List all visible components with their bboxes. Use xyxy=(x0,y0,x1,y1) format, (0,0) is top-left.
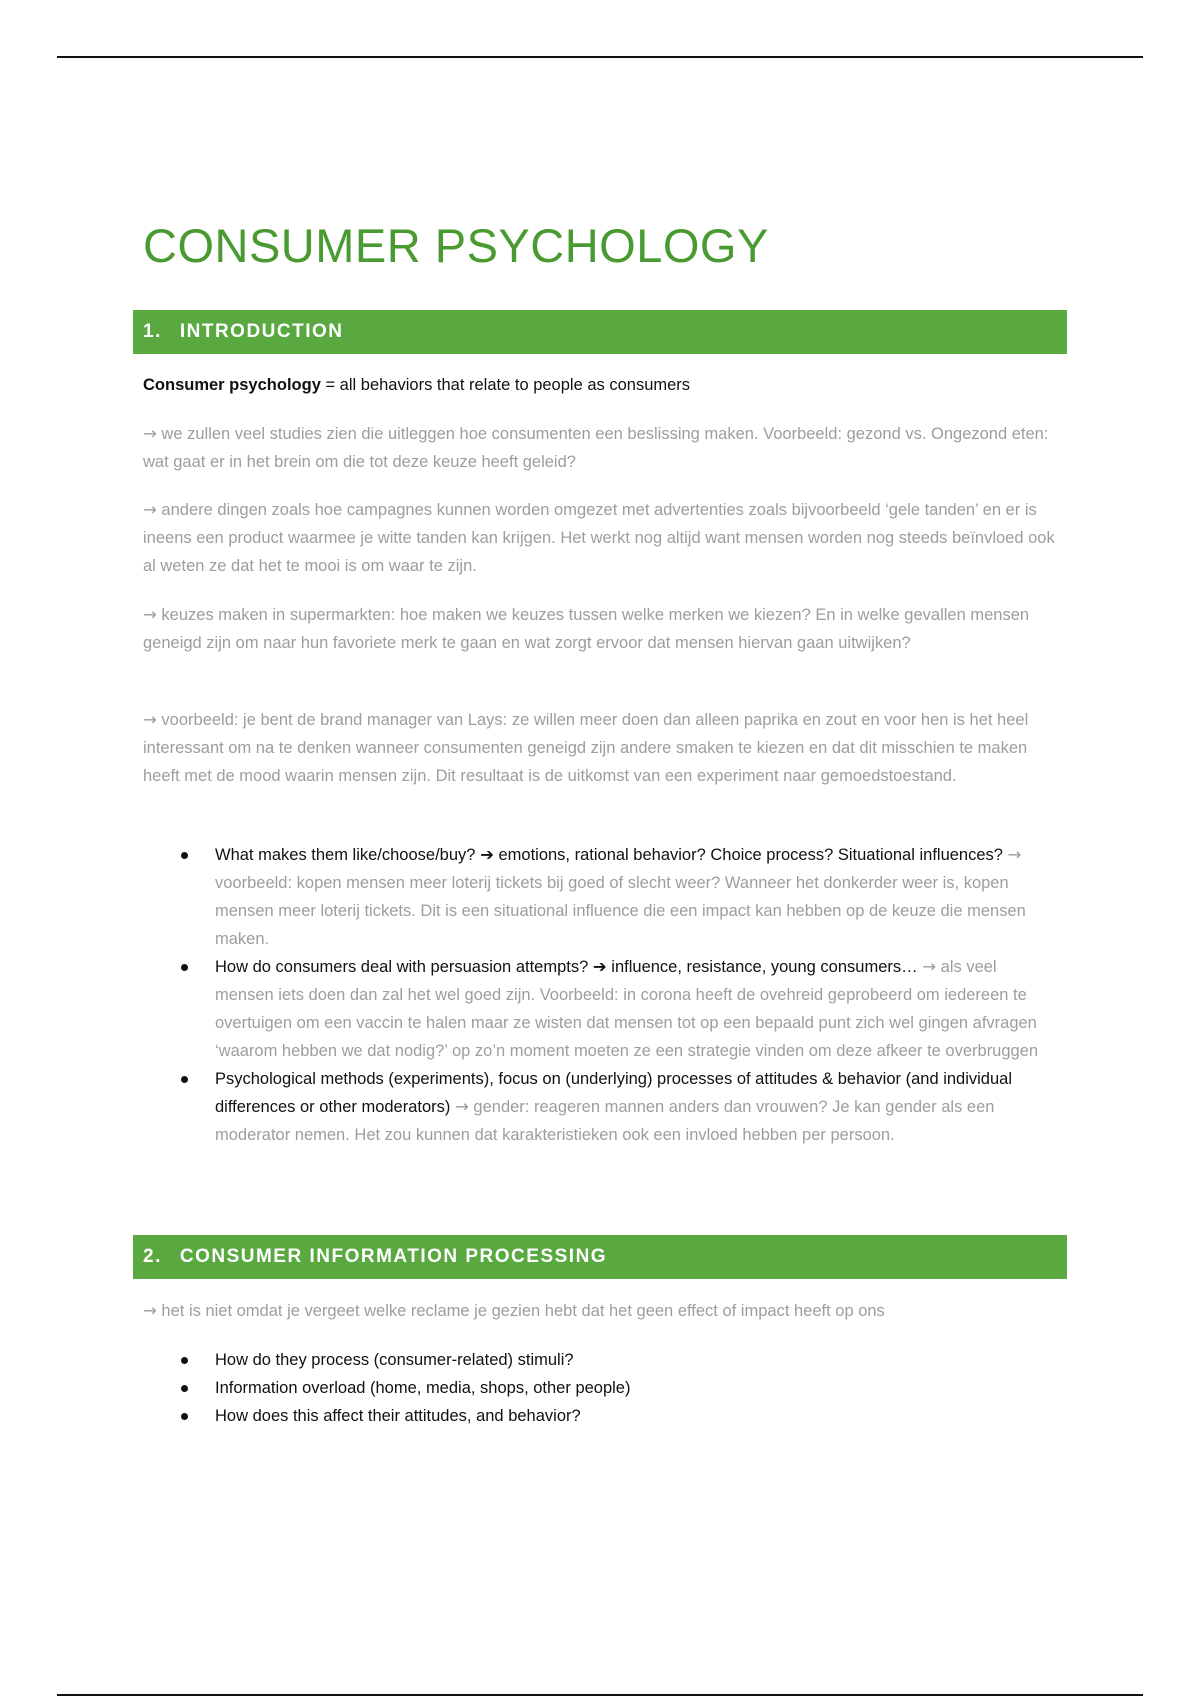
bold-arrow-icon: ➔ xyxy=(592,957,607,976)
bullet-note-text: voorbeeld: kopen mensen meer loterij tickets bij goed of slecht weer? Wanneer het donkerder weer is, kopen mensen meer loterij tickets. Dit is een situational influence die een impact kan hebben op de keuze die mensen maken. xyxy=(215,874,1026,948)
bullet-main-text: Psychological methods (experiments), focus on (underlying) processes of attitudes & behavior (and individual differences or other moderators) xyxy=(215,1070,1012,1116)
arrow-icon: → xyxy=(143,1301,157,1320)
bullet-note-text: gender: reageren mannen anders dan vrouwen? Je kan gender als een moderator nemen. Het zou kunnen dat karakteristieken ook een invloed hebben per persoon. xyxy=(215,1098,995,1144)
definition-text: = all behaviors that relate to people as consumers xyxy=(320,376,691,394)
section-heading-consumer-information-processing xyxy=(133,1235,1067,1279)
list-item xyxy=(143,953,1055,1065)
top-rule xyxy=(57,56,1143,58)
note-paragraph xyxy=(143,601,1055,657)
definition-term: Consumer psychology xyxy=(143,376,321,394)
intro-bullet-list xyxy=(143,841,1055,1149)
note-paragraph xyxy=(143,1297,1055,1325)
section-number: 2. xyxy=(143,1246,162,1267)
bullet-main-text: How do consumers deal with persuasion attempts? xyxy=(215,958,589,976)
list-item xyxy=(143,1065,1055,1149)
note-text: we zullen veel studies zien die uitleggen hoe consumenten een beslissing maken. Voorbeeld: gezond vs. Ongezond eten: wat gaat er in het brein om die tot deze keuze heeft geleid? xyxy=(143,425,1049,471)
document-title: CONSUMER PSYCHOLOGY xyxy=(143,219,769,272)
note-text: voorbeeld: je bent de brand manager van Lays: ze willen meer doen dan alleen paprika en zout en voor hen is het heel interessant om na te denken wanneer consumenten geneigd zijn andere smaken te kiezen en dat dit misschien te maken heeft met de mood waarin mensen zijn. Dit resultaat is de uitkomst van een experiment naar gemoedstoestand. xyxy=(143,711,1029,785)
list-item: Information overload (home, media, shops, other people) xyxy=(143,1374,1055,1402)
note-paragraph xyxy=(143,420,1055,476)
list-item xyxy=(143,841,1055,953)
note-text: andere dingen zoals hoe campagnes kunnen worden omgezet met advertenties zoals bijvoorbeeld ‘gele tanden’ en er is ineens een product waarmee je witte tanden kan krijgen. Het werkt nog altijd want mensen worden nog steeds beïnvloed ook al weten ze dat het te mooi is om waar te zijn. xyxy=(143,501,1055,575)
arrow-icon: → xyxy=(455,1097,469,1116)
section-title: CONSUMER INFORMATION PROCESSING xyxy=(179,1246,608,1267)
arrow-icon: → xyxy=(143,605,157,624)
note-text: het is niet omdat je vergeet welke reclame je gezien hebt dat het geen effect of impact heeft op ons xyxy=(161,1302,885,1320)
note-text: keuzes maken in supermarkten: hoe maken we keuzes tussen welke merken we kiezen? En in welke gevallen mensen geneigd zijn om naar hun favoriete merk te gaan en wat zorgt ervoor dat mensen hiervan gaan uitwijken? xyxy=(143,606,1030,652)
list-item: How do they process (consumer-related) stimuli? xyxy=(143,1346,1055,1374)
bullet-note-text: als veel mensen iets doen dan zal het wel goed zijn. Voorbeeld: in corona heeft de ovehreid geprobeerd om iedereen te overtuigen om een vaccin te halen maar ze wisten dat mensen tot op een bepaald punt zich wel gingen afvragen ‘waarom hebben we dat nodig?’ op zo’n moment moeten ze een strategie vinden om deze afkeer te overbruggen xyxy=(215,958,1039,1060)
arrow-icon: → xyxy=(143,424,157,443)
definition-paragraph xyxy=(143,371,1055,399)
bullet-main-text: What makes them like/choose/buy? xyxy=(215,846,476,864)
bullet-main-text: influence, resistance, young consumers… xyxy=(611,958,918,976)
note-paragraph xyxy=(143,706,1055,790)
section-title: INTRODUCTION xyxy=(179,321,344,342)
bullet-main-text: emotions, rational behavior? Choice process? Situational influences? xyxy=(498,846,1003,864)
section-heading-introduction xyxy=(133,310,1067,354)
section-number: 1. xyxy=(143,321,162,342)
note-paragraph xyxy=(143,496,1055,580)
processing-bullet-list xyxy=(143,1346,1055,1430)
bottom-rule xyxy=(57,1694,1143,1696)
arrow-icon: → xyxy=(143,500,157,519)
arrow-icon: → xyxy=(1007,845,1022,864)
arrow-icon: → xyxy=(922,957,937,976)
bold-arrow-icon: ➔ xyxy=(480,845,494,864)
list-item: How does this affect their attitudes, and behavior? xyxy=(143,1402,1055,1430)
arrow-icon: → xyxy=(143,710,157,729)
